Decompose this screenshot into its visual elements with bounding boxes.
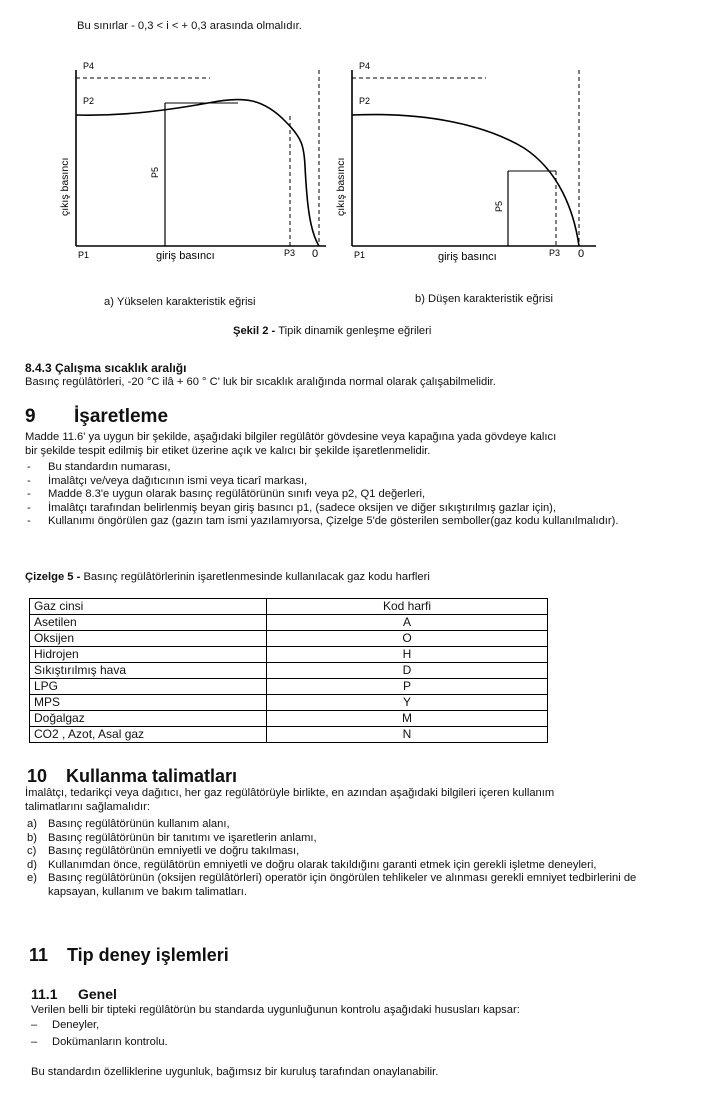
section-10-para-line2: talimatlarını sağlamalıdır: (25, 801, 150, 813)
figure-b-falling-curve (334, 56, 614, 276)
section-10-list (27, 818, 687, 900)
figure-b-label-p2: P2 (359, 96, 371, 106)
list-item: - Kullanımı öngörülen gaz (gazın tam ismi yazılamıyorsa, Çizelge 5'de gösterilen semboller(gaz kodu kullanılmalıdır). (27, 515, 619, 528)
figure-a-label-p2: P2 (83, 96, 95, 106)
gas-code-cell: O (267, 631, 548, 647)
figure-a-rising-curve (58, 56, 338, 276)
gas-code-cell: N (267, 727, 548, 743)
intro-line: Bu sınırlar - 0,3 < i < + 0,3 arasında olmalıdır. (77, 20, 302, 32)
section-11-number: 11 (29, 945, 49, 965)
figure-a-label-p5: P5 (150, 166, 160, 178)
list-item: - İmalâtçı tarafından belirlenmiş beyan giriş basıncı p1, (sadece oksijen ve diğer sıkıştırılmış gazlar için), (27, 501, 557, 514)
section-111-title: Genel (78, 986, 117, 1002)
figure-b-y-axis-label: çıkış basıncı (335, 157, 347, 216)
section-9-list (27, 461, 687, 529)
list-item: - İmalâtçı ve/veya dağıtıcının ismi veya ticarî markası, (27, 474, 308, 487)
figure-caption-text: Tipik dinamik genleşme eğrileri (275, 325, 432, 337)
figure-b-label-p3: P3 (549, 248, 561, 258)
gas-code-cell: Y (267, 695, 548, 711)
section-9-number: 9 (25, 406, 36, 427)
gas-name-cell: Asetilen (30, 615, 267, 631)
table-row (30, 663, 548, 679)
section-9-para-line1: Madde 11.6' ya uygun bir şekilde, aşağıdaki bilgiler regülâtör gövdesine veya kapağına yada gövdeye kalıcı (25, 431, 557, 443)
gas-code-cell: A (267, 615, 548, 631)
section-843-body: Basınç regülâtörleri, -20 °C ilâ + 60 ° C' luk bir sıcaklık aralığında normal olarak çalışabilmelidir. (25, 376, 496, 388)
list-item: – Deneyler, (31, 1019, 100, 1031)
figure-a-y-axis-label: çıkış basıncı (59, 157, 71, 216)
table-caption (25, 570, 430, 584)
figure-caption (233, 324, 431, 338)
figure-a-label-zero: 0 (312, 248, 319, 260)
gas-name-cell: LPG (30, 679, 267, 695)
table-row (30, 695, 548, 711)
section-843-title: 8.4.3 Çalışma sıcaklık aralığı (25, 361, 187, 375)
section-10-title: Kullanma talimatları (66, 766, 238, 786)
list-item: e) Basınç regülâtörünün (oksijen regülâtörleri) operatör için öngörülen tehlikeler ve alınması gerekli emniyet tedbirlerini de kapsayan, kullanım ve bakım talimatları. (27, 872, 637, 898)
gas-code-cell: H (267, 647, 548, 663)
gas-name-cell: MPS (30, 695, 267, 711)
table-caption-label: Çizelge 5 - (25, 571, 81, 583)
figure-a-caption: a) Yükselen karakteristik eğrisi (104, 296, 256, 308)
list-item: c) Basınç regülâtörünün emniyetli ve doğru takılması, (27, 845, 300, 858)
column-header-gas: Gaz cinsi (30, 599, 267, 615)
table-row (30, 711, 548, 727)
list-item: - Madde 8.3'e uygun olarak basınç regülâtörünün sınıfı veya p2, Q1 değerleri, (27, 488, 426, 501)
section-111-body: Verilen belli bir tipteki regülâtörün bu standarda uygunluğunun kontrolu aşağıdaki hususları kapsar: (31, 1004, 520, 1016)
table-header-row (30, 599, 548, 615)
figure-a-label-p1: P1 (78, 250, 90, 260)
figure-b-label-p5: P5 (494, 200, 504, 212)
table-row (30, 647, 548, 663)
figure-a-curve (76, 99, 319, 246)
list-item: d) Kullanımdan önce, regülâtörün emniyetli ve doğru olarak takıldığını garanti etmek için gerekli işletme deneyleri, (27, 858, 597, 871)
list-item: - Bu standardın numarası, (27, 461, 171, 473)
column-header-code: Kod harfi (267, 599, 548, 615)
section-111-closing: Bu standardın özelliklerine uygunluk, bağımsız bir kuruluş tarafından onaylanabilir. (31, 1066, 439, 1078)
table-row (30, 631, 548, 647)
figure-b-label-zero: 0 (578, 248, 585, 260)
section-11-title: Tip deney işlemleri (67, 945, 229, 965)
figure-a-x-axis-label: giriş basıncı (156, 250, 215, 262)
gas-code-cell: M (267, 711, 548, 727)
table-row (30, 615, 548, 631)
figure-a-label-p3: P3 (284, 248, 296, 258)
gas-name-cell: CO2 , Azot, Asal gaz (30, 727, 267, 743)
section-9-title: İşaretleme (74, 406, 169, 427)
section-10-para-line1: İmalâtçı, tedarikçi veya dağıtıcı, her gaz regülâtörüyle birlikte, en azından aşağıdaki bilgileri içeren kullanım (25, 787, 555, 799)
figure-b-caption: b) Düşen karakteristik eğrisi (415, 293, 554, 305)
section-111-number: 11.1 (31, 986, 58, 1002)
section-111-list (31, 1019, 631, 1049)
figure-caption-label: Şekil 2 - (233, 325, 276, 337)
figure-b-x-axis-label: giriş basıncı (438, 251, 497, 263)
table-caption-text: Basınç regülâtörlerinin işaretlenmesinde kullanılacak gaz kodu harfleri (80, 571, 430, 583)
list-item: – Dokümanların kontrolu. (31, 1035, 168, 1048)
gas-name-cell: Sıkıştırılmış hava (30, 663, 267, 679)
figure-b-label-p4: P4 (359, 61, 371, 71)
list-item: b) Basınç regülâtörünün bir tanıtımı ve işaretlerin anlamı, (27, 831, 317, 844)
section-10-number: 10 (27, 766, 48, 786)
gas-name-cell: Hidrojen (30, 647, 267, 663)
figure-a-label-p4: P4 (83, 61, 95, 71)
gas-code-table (29, 598, 548, 743)
table-row (30, 679, 548, 695)
gas-code-cell: P (267, 679, 548, 695)
list-item: a) Basınç regülâtörünün kullanım alanı, (27, 818, 230, 830)
figure-b-curve (352, 115, 579, 246)
gas-code-cell: D (267, 663, 548, 679)
table-row (30, 727, 548, 743)
section-9-para-line2: bir şekilde tespit edilmiş bir etiket üzerine açık ve kalıcı bir şekilde işaretlenmelidir. (25, 445, 431, 457)
figure-b-label-p1: P1 (354, 250, 366, 260)
gas-name-cell: Doğalgaz (30, 711, 267, 727)
gas-name-cell: Oksijen (30, 631, 267, 647)
